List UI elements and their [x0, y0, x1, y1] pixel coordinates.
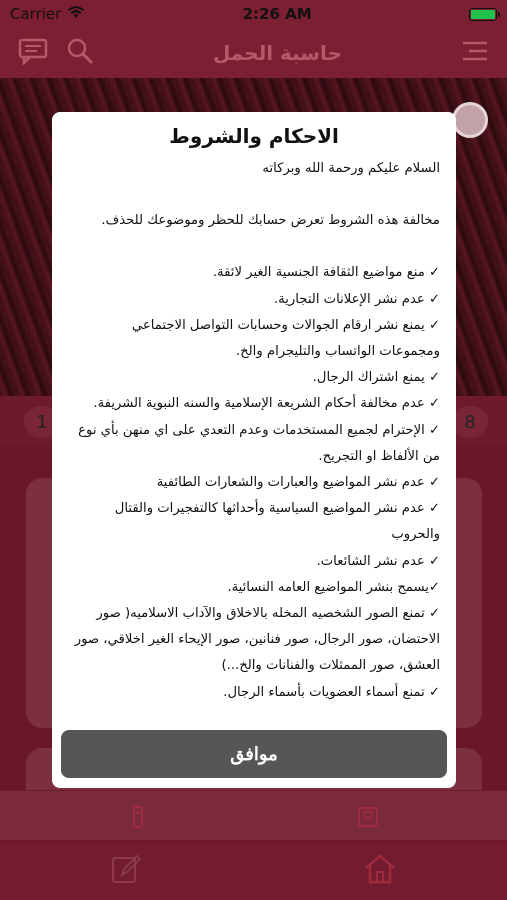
rule-item: ✓ منع مواضيع الثقافة الجنسية الغير لائقة. [212, 265, 440, 281]
rule-item: ✓ عدم نشر الشائعات. [316, 553, 440, 569]
rule-item: ✓ الإحترام لجميع المستخدمات وعدم التعدي على اي منهن بأي نوع من الألفاظ او التجريح. [78, 422, 440, 464]
rule-item: ✓ عدم نشر المواضيع السياسية وأحداثها كالتفجيرات والقتال والحروب [114, 501, 440, 543]
page-title: حاسبة الحمل [213, 41, 342, 65]
rule-item: ✓ عدم نشر الإعلانات التجارية. [273, 291, 440, 307]
rule-item: ✓ تمنع أسماء العضويات بأسماء الرجال. [223, 684, 440, 700]
terms-text [68, 156, 440, 706]
wifi-icon [67, 5, 85, 23]
greeting-text: السلام عليكم ورحمة الله وبركاته [262, 161, 440, 176]
counter-right: 8 [452, 406, 488, 438]
rule-item: ✓ يمنع اشتراك الرجال. [312, 370, 440, 386]
search-icon[interactable] [66, 37, 94, 69]
rule-item: ✓ عدم مخالفة أحكام الشريعة الإسلامية والسنه النبوية الشريفة. [93, 396, 440, 412]
background-grid [0, 790, 507, 840]
rule-item: ✓ يمنع نشر ارقام الجوالات وحسابات التواصل الاجتماعي ومجموعات الواتساب والتليجرام والخ. [131, 317, 440, 360]
agree-button[interactable]: موافق [61, 730, 447, 778]
pregnancy-test-icon[interactable] [128, 805, 148, 833]
nav-icons-left [18, 37, 94, 69]
warning-text: مخالفة هذه الشروط تعرض حسابك للحظر وموضوعك للحذف. [101, 213, 440, 229]
nav-bar [0, 28, 507, 78]
terms-dialog [52, 112, 456, 788]
rule-item: ✓ عدم نشر المواضيع والعبارات والشعارات الطائفية [156, 475, 440, 491]
chat-icon[interactable] [18, 37, 48, 69]
menu-icon[interactable] [461, 40, 489, 66]
battery-icon [469, 8, 497, 21]
box-icon[interactable] [356, 805, 380, 833]
clock: 2:26 AM [242, 5, 312, 23]
edit-icon[interactable] [110, 853, 142, 889]
avatar[interactable] [452, 102, 488, 138]
battery-fill [471, 10, 495, 19]
rule-item: ✓يسمح بنشر المواضيع العامه النسائية. [227, 579, 440, 595]
status-left [10, 5, 85, 23]
carrier-label: Carrier [10, 5, 62, 23]
rule-item: ✓ تمنع الصور الشخصيه المخله بالاخلاق والآداب الاسلاميه( صور الاحتضان، صور الرجال، صور فنانين، صور الإيحاء الغير اخلاقي، صور العشق، صور الممثلات والفنانات والخ...) [74, 606, 440, 674]
home-icon[interactable] [363, 853, 397, 889]
counter-left: 1 [24, 406, 60, 438]
dialog-title: الاحكام والشروط [169, 124, 339, 148]
tab-bar [0, 840, 507, 900]
status-bar [0, 0, 507, 28]
